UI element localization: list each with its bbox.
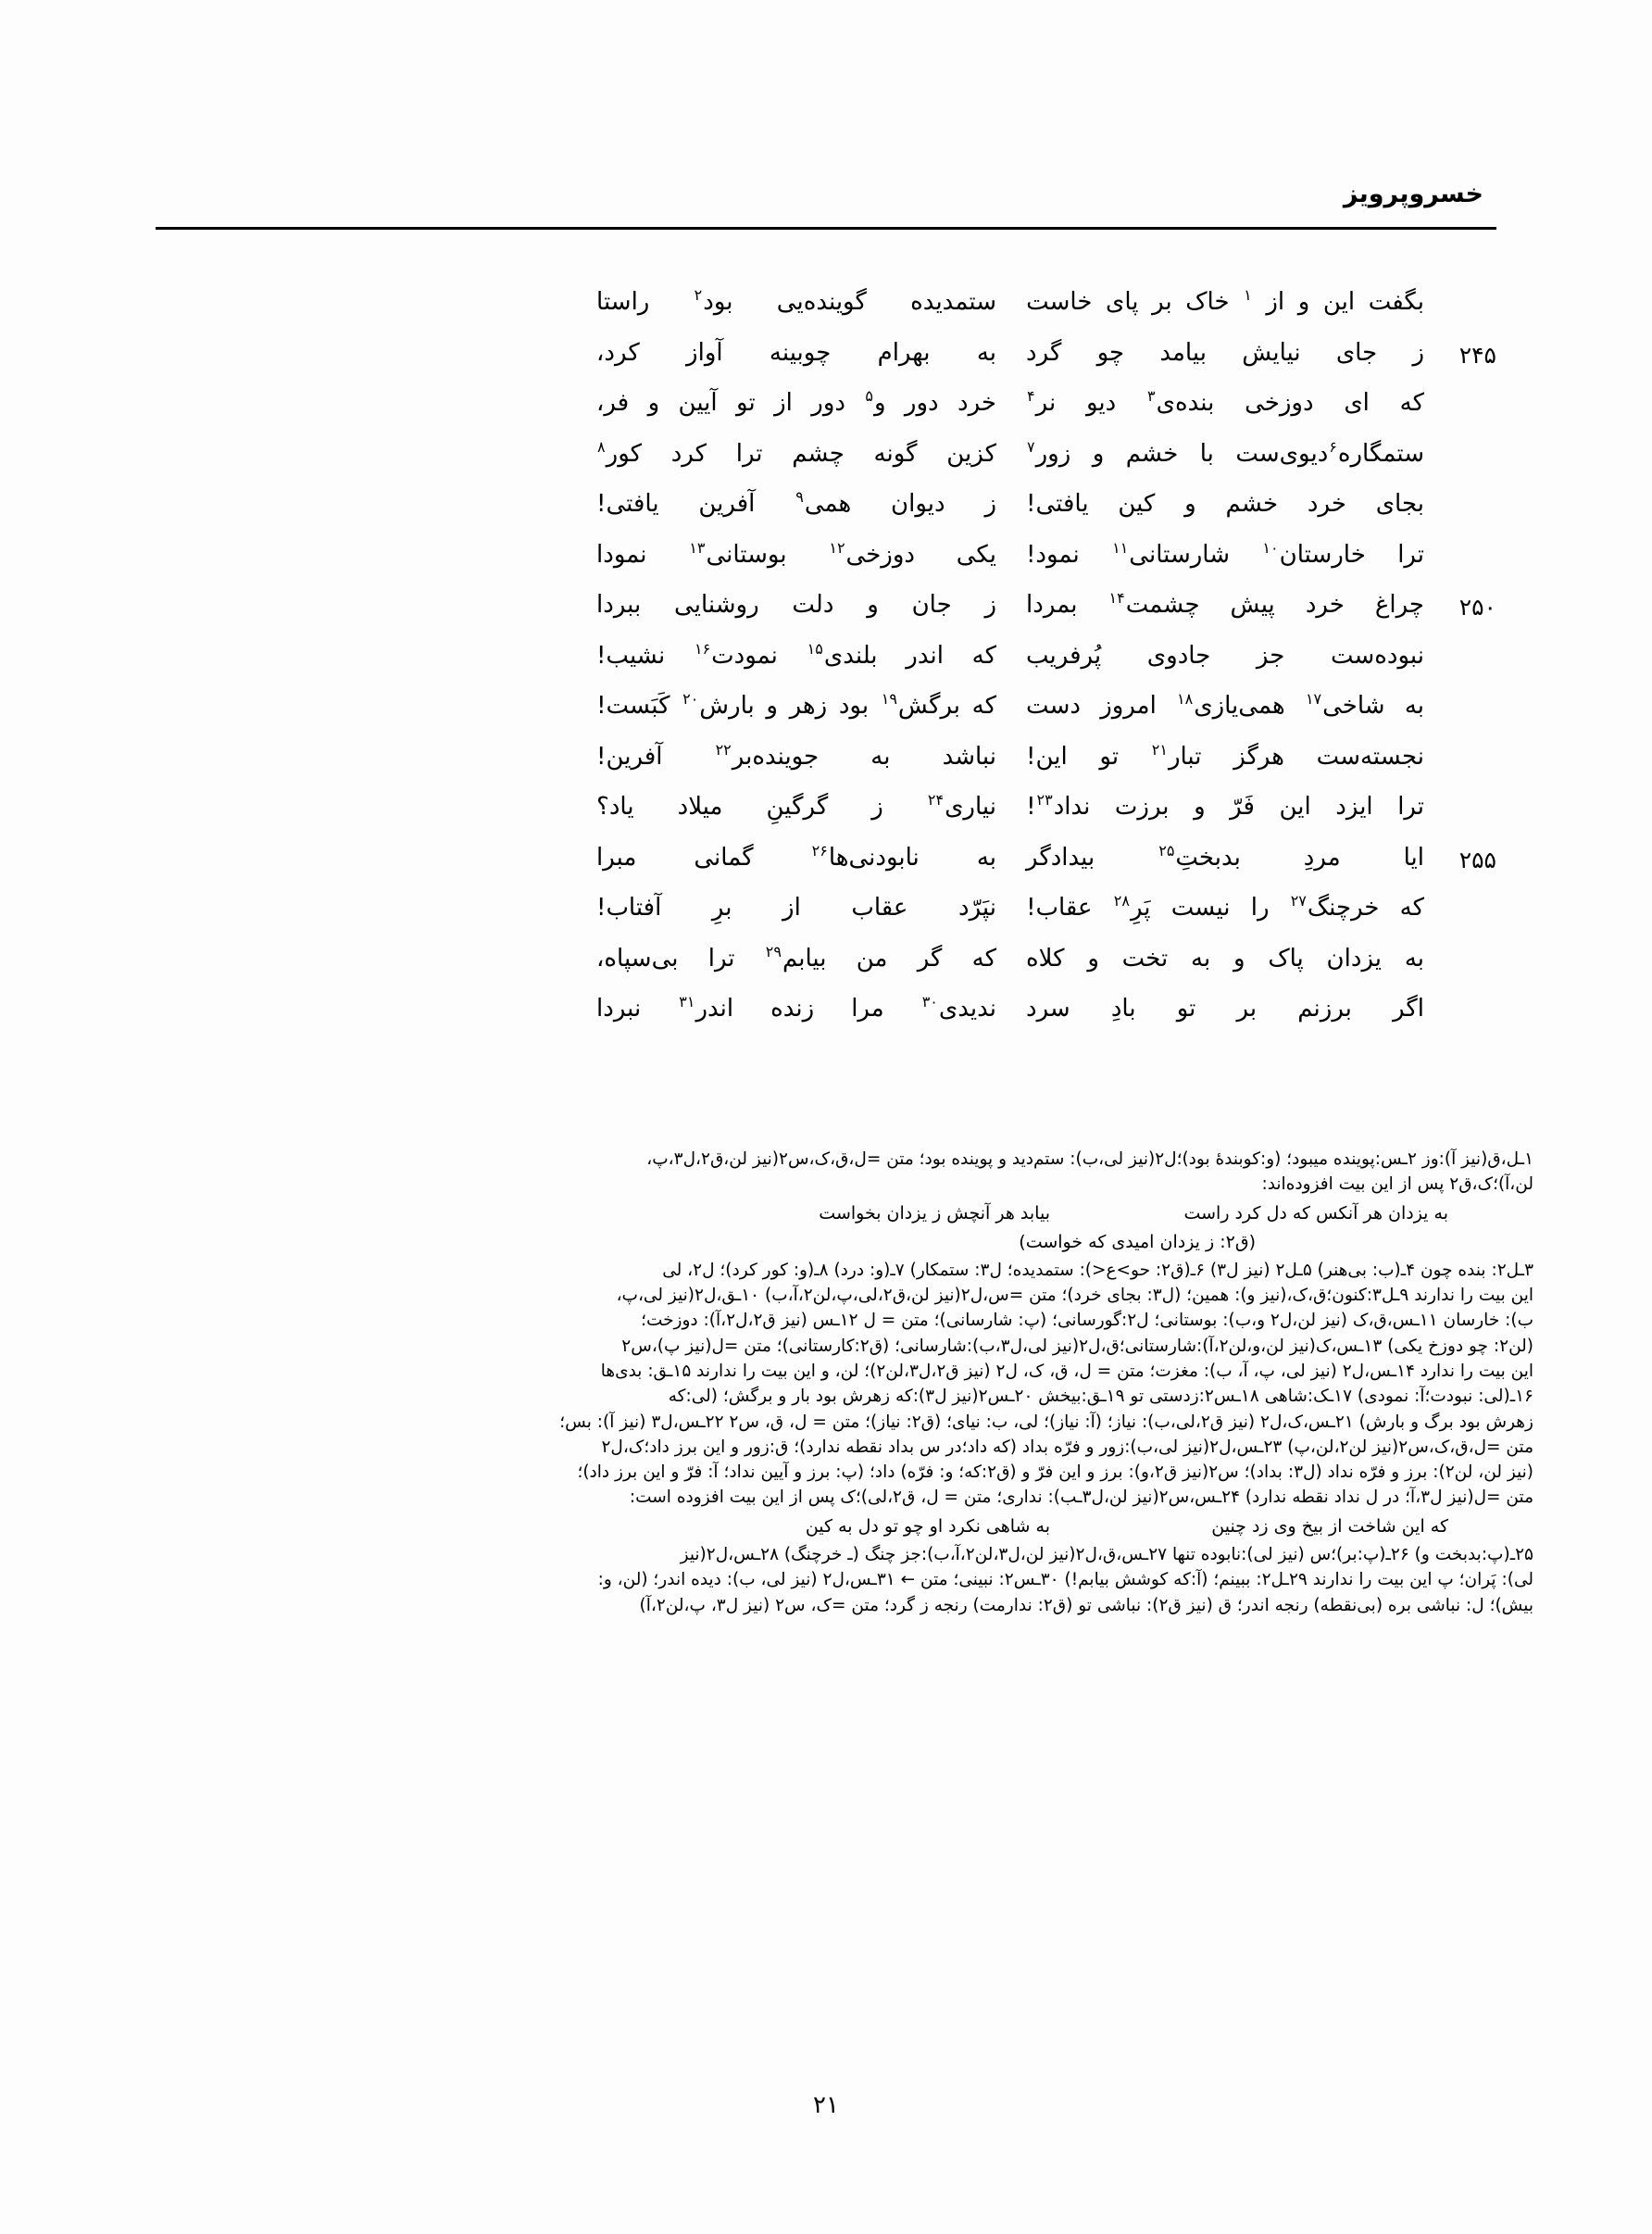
verse-word: جوینده‌بر$^{۲۲}$	[715, 740, 820, 771]
verse-word: ز	[984, 591, 996, 619]
verse-word: نپَرّد	[957, 894, 996, 922]
verse-row	[156, 893, 1496, 944]
verse-word: به	[1191, 944, 1211, 973]
verse-word: برزت	[1114, 793, 1170, 821]
verse-word: نر$^۴$	[1027, 387, 1057, 417]
verse-row	[156, 439, 1496, 490]
verse-word: و$^۵$	[865, 387, 886, 417]
hemistich-second	[596, 287, 996, 318]
verse-word: پُرفریب	[1026, 641, 1102, 670]
verse-word: پَرِ$^{۲۸}$	[1113, 892, 1151, 922]
verse-word: و	[1194, 793, 1206, 821]
verse-word: تو	[1176, 995, 1196, 1023]
hemistich-first	[1026, 994, 1424, 1024]
verse-word: و	[1087, 944, 1099, 973]
footnote-marker: ۱۵	[807, 639, 823, 658]
verse-word: خاک	[1185, 288, 1230, 316]
couplet-hemistich-right: که این شاخت از بیخ وی زد چنین	[1211, 1515, 1448, 1537]
apparatus-line: ب): خارسان ۱۱ـس،ق،ک (نیز لن،ل۲ و،ب): بوستانی؛ ل۲:گورسانی؛ (پ: شارسانی)؛ متن = ل ۱۲ـس (نیز ق۲،ل۲،آ): دوزخت؛	[641, 1311, 1533, 1331]
verse-word: فر،	[596, 389, 630, 417]
verse-word: خرد	[1307, 490, 1346, 518]
verse-word: دور	[811, 389, 845, 417]
hemistich-first	[1026, 338, 1424, 369]
hemistich-second	[596, 691, 996, 722]
header-rule	[156, 227, 1496, 230]
hemistich-second	[596, 388, 996, 419]
footnote-marker: ۵	[865, 387, 873, 406]
verse-word: گرگینِ	[766, 793, 829, 821]
verse-word: که	[971, 944, 996, 973]
verse-word: چراغ	[1374, 591, 1424, 619]
footnote-marker: ۱۲	[829, 538, 845, 557]
verse-word: ز	[871, 793, 883, 821]
hemistich-second	[596, 893, 996, 923]
verse-word: کرد،	[596, 338, 640, 367]
verse-word: یاد؟	[596, 793, 634, 821]
verse-row	[156, 641, 1496, 692]
verse-word: نیاری$^{۲۴}$	[927, 791, 996, 821]
verse-word: نمود!	[1026, 540, 1080, 569]
hemistich-second	[596, 944, 996, 974]
verse-word: یزدان	[1326, 944, 1383, 973]
hemistich-second	[596, 994, 996, 1024]
verse-word: از	[774, 389, 793, 417]
verse-word: عقاب	[851, 894, 908, 922]
verse-word: همی$^۹$	[795, 488, 852, 518]
verse-word: کرد	[670, 439, 707, 468]
verse-word: ای	[1344, 389, 1370, 417]
verse-word: ایزد	[1335, 793, 1373, 821]
footnote-marker: ۱۹	[881, 690, 897, 709]
apparatus-line: لی): پَران؛ پ این بیت را ندارند ۲۹ـل۲: ببینم؛ (آ:که کوشش بیابم!) ۳۰ـس۲: نبینی؛ متن ← ۳۱ـس،ل۲ (نیز لی، ب): دیده اندر؛ (لن، و:	[597, 1570, 1533, 1590]
footnote-marker: ۱۱	[1112, 538, 1129, 557]
hemistich-first	[1026, 540, 1424, 571]
verse-word: یافتی!	[596, 490, 659, 518]
verse-word: بر	[1152, 288, 1172, 316]
verse-word: چوبینه	[769, 338, 832, 367]
verse-word: ایا	[1403, 843, 1424, 872]
verse-word: زهر	[789, 692, 828, 720]
hemistich-second	[596, 540, 996, 571]
verse-word: ترا	[707, 944, 735, 973]
verse-word: زنده	[770, 995, 815, 1023]
verse-word: بهرام	[877, 338, 931, 367]
verse-row	[156, 540, 1496, 591]
verse-word: و	[766, 692, 778, 720]
verse-word: میلاد	[677, 793, 723, 821]
verse-word: ترا	[1397, 793, 1424, 821]
verse-word: بنده‌ی$^۳$	[1147, 387, 1215, 417]
folio-page-number: ۲۱	[813, 2091, 839, 2119]
verse-word: دلت	[792, 591, 834, 619]
verse-word: چو	[1096, 338, 1125, 367]
verse-row	[156, 590, 1496, 641]
footnote-marker: ۷	[1027, 437, 1035, 456]
verse-row	[156, 338, 1496, 389]
verse-word: و	[1297, 288, 1310, 316]
footnote-marker: ۲۱	[1151, 740, 1168, 759]
apparatus-line: ۳ـل۲: بنده چون ۴ـ(ب: بی‌هنر) ۵ـل۲ (نیز ل۳) ۶ـ(ق۲: حو>ع<): ستمدیده؛ ل۳: ستمکار) ۷ـ(و: درد) ۸ـ(و: کور کرد)؛ ل۲، لی	[662, 1260, 1533, 1280]
running-head-title: خسروپرویز	[1343, 180, 1483, 208]
verse-word: خرد	[957, 389, 996, 417]
verse-word: نداد$^{۲۳}$!	[1026, 791, 1091, 821]
hemistich-first	[1026, 691, 1424, 722]
verse-word: بدبختِ$^{۲۵}$	[1158, 841, 1241, 872]
footnote-marker: ۹	[795, 488, 804, 507]
verse-word: ترا	[1397, 540, 1424, 569]
verse-word: من	[856, 944, 888, 973]
hemistich-first	[1026, 843, 1424, 873]
verse-word: ستمدیده	[910, 288, 996, 316]
apparatus-line: این بیت را ندارند ۹ـل۳:کنون؛ق،ک،(نیز و): همین؛ (ل۳: بجای خرد)؛ متن =س،ل۲(نیز لن،ق۲،لی،پ،لن۲،آ،ب) ۱۰ـق،ل۲(نیز لی،پ،	[616, 1286, 1533, 1306]
verse-word: بیدادگر	[1026, 843, 1095, 872]
apparatus-line: ۱۶ـ(لی: نبودت؛آ: نمودی) ۱۷ـک:شاهی ۱۸ـس۲:زدستی تو ۱۹ـق:بیخش ۲۰ـس۲(نیز ل۳):که زهرش بود بار و برگش؛ (لی:که	[668, 1387, 1533, 1407]
verse-word: بوستانی$^{۱۳}$	[689, 538, 787, 569]
footnote-marker: ۲۴	[927, 791, 945, 810]
verse-word: این	[1322, 288, 1356, 316]
verse-word: برِ	[711, 894, 732, 922]
hemistich-first	[1026, 489, 1424, 520]
verse-word: آواز	[686, 338, 723, 367]
footnote-marker: ۱	[1244, 286, 1252, 305]
verse-word: و	[647, 389, 660, 417]
hemistich-first	[1026, 590, 1424, 621]
verse-number: ۲۵۰	[1458, 594, 1496, 621]
verse-word: همی‌یازی$^{۱۸}$	[1177, 690, 1285, 720]
footnote-marker: ۸	[597, 437, 606, 456]
verse-word: تخت	[1121, 944, 1169, 973]
verse-word: خشم	[1225, 490, 1279, 518]
verse-word: یافتی!	[1026, 490, 1089, 518]
verse-word: نبوده‌ست	[1330, 641, 1424, 670]
verse-word: که	[1399, 389, 1424, 417]
verse-row	[156, 742, 1496, 793]
hemistich-first	[1026, 944, 1424, 974]
couplet-hemistich-right: به یزدان هر آنکس که دل کرد راست	[1183, 1202, 1448, 1224]
verse-word: به	[1404, 944, 1424, 973]
apparatus-line: زهرش بود برگ و بارش) ۲۱ـس،ک،ل۲ (نیز ق۲،لی،ب): نیاز؛ (آ: نیاز)؛ لی، ب: نیای؛ (ق۲: نیاز)؛ متن = ل، ق، س۲ ۲۲ـس،ل۳ (نیز آ): بس؛	[559, 1412, 1533, 1432]
verse-word: اگر	[1393, 995, 1424, 1023]
verse-word: گرد	[1026, 338, 1062, 367]
verse-word: که	[1399, 894, 1424, 922]
verse-word: بیامد	[1159, 338, 1207, 367]
verse-word: نمودا	[596, 540, 647, 569]
verse-number: ۲۵۵	[1458, 846, 1496, 873]
hemistich-second	[596, 489, 996, 520]
verse-word: ز	[1412, 338, 1424, 367]
verse-word: نبردا	[596, 995, 642, 1023]
verse-word: روشنایی	[674, 591, 759, 619]
verse-word: عقاب!	[1026, 894, 1093, 922]
verse-word: بارش$^{۲۰}$	[682, 690, 755, 720]
verse-word: و	[867, 591, 879, 619]
verse-word: به	[1404, 692, 1424, 720]
footnote-marker: ۲۰	[682, 690, 699, 709]
verse-word: و	[1184, 490, 1196, 518]
verse-word: دست	[1026, 692, 1081, 720]
verse-word: کلاه	[1026, 944, 1065, 973]
hemistich-second	[596, 792, 996, 822]
footnote-marker: ۱۴	[1108, 589, 1125, 608]
footnote-marker: ۳۱	[679, 993, 695, 1011]
verse-word: جای	[1335, 338, 1378, 367]
hemistich-first	[1026, 287, 1424, 318]
verse-word: ترا	[735, 439, 763, 468]
verse-word: برگش$^{۱۹}$	[881, 690, 961, 720]
couplet-hemistich-left: بیابد هر آنچش ز یزدان بخواست	[819, 1202, 1050, 1224]
verse-word: آفرین!	[596, 742, 663, 771]
verse-word: دیو	[1085, 389, 1117, 417]
verse-word: جز	[1256, 641, 1285, 670]
verse-row	[156, 843, 1496, 894]
verse-word: کور$^۸$	[597, 437, 643, 468]
verse-word: زور$^۷$	[1027, 437, 1071, 468]
verse-word: آفرین	[698, 490, 756, 518]
hemistich-second	[596, 843, 996, 873]
verse-word: مبرا	[596, 843, 637, 872]
footnote-marker: ۳	[1147, 387, 1156, 406]
couplet-variant-text: (ق۲: ز یزدان امیدی که خواست)	[1019, 1231, 1256, 1252]
footnote-marker: ۱۶	[694, 639, 711, 658]
verse-word: و	[1233, 944, 1245, 973]
verse-word: خرد	[1305, 591, 1345, 619]
apparatus-line: این بیت را ندارد ۱۴ـس،ل۲ (نیز لی، پ، آ، ب): مغزت؛ متن = ل، ق، ک، ل۲ (نیز ق۲،ل۳،لن۲)؛ لن، و این بیت را ندارند ۱۵ـق: بدی‌ها	[600, 1361, 1533, 1381]
verse-word: چشم	[792, 439, 845, 468]
verse-word: آفتاب!	[596, 894, 662, 922]
verse-word: تو	[1099, 742, 1120, 771]
verse-word: آیین	[678, 389, 718, 417]
verse-word: و	[1092, 439, 1105, 468]
footnote-marker: ۲۹	[765, 942, 782, 960]
couplet-hemistich-left: به شاهی نکرد او چو تو دل به کین	[805, 1515, 1050, 1537]
verse-word: فَرّ	[1230, 793, 1255, 821]
verse-word: نابودنی‌ها$^{۲۶}$	[811, 841, 920, 872]
verse-word: خرچنگ$^{۲۷}$	[1290, 892, 1380, 922]
verse-row	[156, 489, 1496, 540]
apparatus-line: متن =ل،ق،ک،س۲(نیز لن۲،لن،پ) ۲۳ـس،ل۲(نیز لی،ب):زور و فرّه بداد (که داد؛در س بداد نقطه ندارد)؛ ق:زور و این برز داد؛ک،ل۲	[601, 1437, 1533, 1457]
apparatus-line: لن،آ)؛ک،ق۲ پس از این بیت افزوده‌اند:	[1261, 1174, 1533, 1195]
verse-word: دوزخی$^{۱۲}$	[829, 538, 915, 569]
footnote-marker: ۱۷	[1305, 690, 1322, 709]
verse-word	[1243, 287, 1253, 318]
apparatus-line: ۱ـل،ق(نیز آ):وز ۲ـس:پوینده میبود؛ (و:کوبندۀ بود)؛ل۲(نیز لی،ب): ستم‌دید و پوینده بود؛ متن =ل،ق،ک،س۲(نیز لن،ق۲،ل۳،پ،	[646, 1149, 1533, 1169]
hemistich-first	[1026, 439, 1424, 470]
apparatus-quoted-couplet	[119, 1515, 1533, 1537]
verse-word: دوزخی	[1245, 389, 1314, 417]
footnote-marker: ۴	[1027, 387, 1035, 406]
hemistich-first	[1026, 742, 1424, 772]
verse-word: مردِ	[1303, 843, 1341, 872]
verse-word: سرد	[1026, 995, 1070, 1023]
verse-word: امروز	[1100, 692, 1157, 720]
footnote-marker: ۶	[1329, 437, 1337, 456]
verse-word: بود$^۲$	[694, 286, 733, 316]
verse-word: چشمت$^{۱۴}$	[1108, 589, 1200, 619]
verse-word: ببردا	[596, 591, 642, 619]
verse-word: نیایش	[1242, 338, 1301, 367]
verse-row	[156, 388, 1496, 439]
verse-word: دیوان	[891, 490, 945, 518]
verse-word: مرا	[851, 995, 884, 1023]
verse-word: از	[782, 894, 801, 922]
hemistich-second	[596, 641, 996, 671]
verse-word: پای	[1105, 288, 1139, 316]
hemistich-second	[596, 590, 996, 621]
verse-word: نشیب!	[596, 641, 666, 670]
verse-word: گر	[917, 944, 943, 973]
verse-word: خارستان$^{۱۰}$	[1262, 538, 1366, 569]
verse-word: بود	[838, 692, 870, 720]
verse-word: جادوی	[1146, 641, 1211, 670]
footnote-marker: ۲۷	[1290, 892, 1307, 910]
verse-word: بلندی$^{۱۵}$	[807, 639, 878, 670]
running-head	[156, 182, 1496, 235]
apparatus-line: (لن۲: چو دوزخ یکی) ۱۳ـس،ک(نیز لن،و،لن۲،آ):شارستانی؛ق،ل۲(نیز لی،ل۳،ب):شارسانی؛ (ق۲:کارستانی)؛ متن =ل(نیز پ)،س۲	[621, 1336, 1533, 1356]
verse-word: بمردا	[1026, 591, 1078, 619]
footnote-marker: ۲۳	[1036, 791, 1053, 810]
verse-word: که	[971, 692, 996, 720]
verse-block	[156, 287, 1496, 1045]
footnote-marker: ۱۰	[1262, 538, 1279, 557]
footnote-marker: ۲۲	[715, 740, 732, 759]
hemistich-first	[1026, 388, 1424, 419]
verse-word: کزین	[946, 439, 996, 468]
hemistich-first	[1026, 792, 1424, 822]
hemistich-second	[596, 439, 996, 470]
verse-word: نباشد	[942, 742, 996, 771]
critical-apparatus	[119, 1151, 1533, 1623]
apparatus-line: (نیز لن، لن۲): برز و فرّه نداد (ل۳: بداد)؛ س۲(نیز ق۲،و): برز و این فرّ و (ق۲:که؛ و: فرّه) داد؛ (پ: برز و آیین نداد؛ آ: فرّ و این برز داد)؛	[577, 1462, 1533, 1483]
verse-word: بیابم$^{۲۹}$	[765, 942, 827, 973]
verse-row	[156, 994, 1496, 1045]
hemistich-first	[1026, 893, 1424, 923]
verse-word: راستا	[596, 288, 650, 316]
verse-word: یکی	[956, 540, 996, 569]
verse-word: شاخی$^{۱۷}$	[1305, 690, 1385, 720]
verse-word: برزنم	[1297, 995, 1352, 1023]
verse-word: خشم	[1125, 439, 1179, 468]
apparatus-line: ۲۵ـ(پ:بدبخت و) ۲۶ـ(پ:بر)؛س (نیز لی):نابوده تنها ۲۷ـس،ق،ل۲(نیز لن،ل۳،لن۲،آ،ب):جز چنگ (ـ خرچنگ) ۲۸ـس،ل۲(نیز	[680, 1544, 1533, 1564]
verse-word: جان	[911, 591, 952, 619]
verse-word: این!	[1026, 742, 1068, 771]
apparatus-line: بیش)؛ ل: نباشی بره (بی‌نقطه) رنجه اندر؛ ق (نیز ق۲): نباشی تو (ق۲: ندارمت) رنجه ز گرد؛ متن =ک، س۲ (نیز ل۳، پ،لن۲،آ)	[639, 1595, 1533, 1615]
verse-row	[156, 287, 1496, 338]
verse-word: بی‌سپاه،	[596, 944, 679, 973]
verse-word: ز	[984, 490, 996, 518]
verse-row	[156, 691, 1496, 742]
verse-row	[156, 792, 1496, 843]
verse-word: تو	[736, 389, 756, 417]
verse-word: اندر$^{۳۱}$	[679, 993, 734, 1023]
verse-word: ستمگاره$^۶$دیوی‌ست	[1235, 437, 1424, 468]
footnote-marker: ۱۳	[689, 538, 706, 557]
verse-word: اندر	[906, 641, 944, 670]
hemistich-second	[596, 338, 996, 369]
footnote-marker: ۲۵	[1158, 841, 1175, 860]
verse-word: خاست	[1026, 288, 1093, 316]
verse-word: به	[976, 843, 996, 872]
verse-word: تبار$^{۲۱}$	[1151, 740, 1202, 771]
verse-word: پیش	[1230, 591, 1275, 619]
verse-word: پاک	[1268, 944, 1304, 973]
verse-word: بادِ	[1110, 995, 1136, 1023]
verse-word: نیست	[1170, 894, 1231, 922]
verse-word: این	[1279, 793, 1311, 821]
verse-row	[156, 944, 1496, 995]
apparatus-quoted-couplet	[119, 1202, 1533, 1224]
verse-word: گونه	[873, 439, 918, 468]
verse-word: هرگز	[1233, 742, 1284, 771]
verse-word: دور	[904, 389, 939, 417]
verse-word: ندیدی$^{۳۰}$	[921, 993, 996, 1023]
verse-word: به	[870, 742, 891, 771]
verse-word: بجای	[1375, 490, 1424, 518]
verse-word: گوینده‌یی	[776, 288, 867, 316]
footnote-marker: ۲	[694, 286, 703, 305]
verse-word: نجسته‌ست	[1316, 742, 1424, 771]
verse-word: به	[976, 338, 996, 367]
verse-word: گمانی	[694, 843, 754, 872]
verse-word: کَبَست!	[596, 692, 670, 720]
footnote-marker: ۲۶	[811, 841, 828, 860]
verse-number: ۲۴۵	[1458, 341, 1496, 369]
verse-word: با	[1199, 439, 1214, 468]
verse-word: کین	[1118, 490, 1156, 518]
verse-word: را	[1250, 894, 1270, 922]
verse-word: شارستانی$^{۱۱}$	[1112, 538, 1231, 569]
verse-word: بگفت	[1368, 288, 1424, 316]
verse-word: بر	[1236, 995, 1258, 1023]
footnote-marker: ۲۸	[1113, 892, 1130, 910]
verse-word: نمودت$^{۱۶}$	[694, 639, 778, 670]
hemistich-second	[596, 742, 996, 772]
verse-word: از	[1266, 288, 1285, 316]
footnote-marker: ۳۰	[921, 993, 938, 1011]
apparatus-quoted-variant	[119, 1231, 1533, 1252]
verse-word: که	[971, 641, 996, 670]
apparatus-line: متن =ل(نیز ل۳،آ؛ در ل نداد نقطه ندارد) ۲۴ـس،س۲(نیز لن،ل۳ـب): نداری؛ متن = ل، ق۲،لی)؛ک پس از این بیت افزوده است:	[629, 1487, 1533, 1508]
hemistich-first	[1026, 641, 1424, 671]
footnote-marker: ۱۸	[1177, 690, 1194, 709]
